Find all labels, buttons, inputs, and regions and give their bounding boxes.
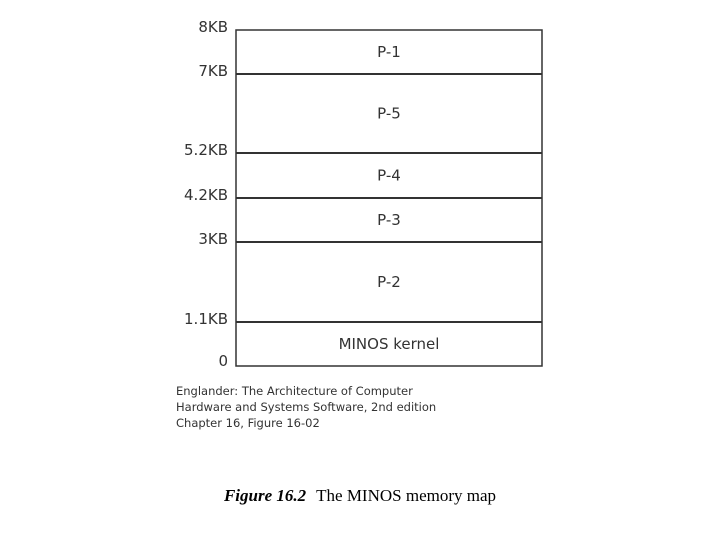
memory-boundaries: [236, 30, 542, 366]
figure-caption: [0, 486, 720, 506]
segment-label: P-2: [377, 273, 401, 291]
segment-label: MINOS kernel: [338, 335, 440, 353]
address-label: 0: [218, 352, 228, 370]
address-labels: [184, 18, 228, 370]
segment-label: P-3: [377, 211, 401, 229]
figure-number: Figure 16.2: [223, 486, 307, 505]
credit-line-3: Chapter 16, Figure 16-02: [176, 416, 320, 430]
address-label: 8KB: [198, 18, 228, 36]
segment-label: P-5: [377, 104, 401, 123]
address-label: 7KB: [198, 62, 228, 80]
address-label: 5.2KB: [184, 141, 228, 159]
address-label: 3KB: [198, 230, 228, 248]
address-label: 4.2KB: [184, 186, 228, 204]
credit-line-1: Englander: The Architecture of Computer: [176, 384, 413, 398]
source-credit: [176, 383, 436, 431]
address-label: 1.1KB: [184, 310, 228, 328]
credit-line-2: Hardware and Systems Software, 2nd edition: [176, 400, 437, 414]
segment-label: P-4: [377, 166, 401, 185]
segment-label: P-1: [377, 43, 401, 61]
figure-title: The MINOS memory map: [316, 486, 497, 505]
